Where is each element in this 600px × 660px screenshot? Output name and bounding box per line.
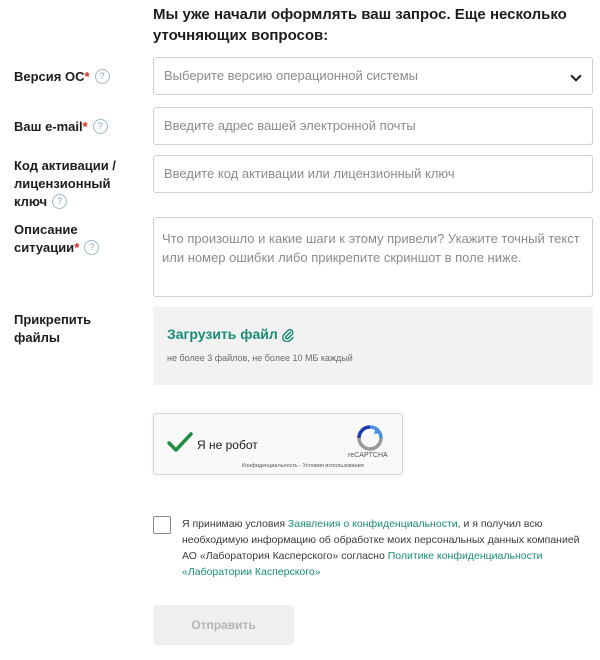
activation-placeholder: Введите код активации или лицензионный ключ xyxy=(164,166,455,181)
recaptcha-separator: - xyxy=(297,463,303,469)
activation-code-field[interactable] xyxy=(153,155,593,193)
help-icon[interactable]: ? xyxy=(93,119,108,134)
recaptcha-brand: reCAPTCHA xyxy=(348,452,388,459)
consent-text-part1: Я принимаю условия xyxy=(182,518,288,530)
os-label-text: Версия ОС xyxy=(14,69,85,84)
checkmark-icon[interactable] xyxy=(167,431,193,453)
activation-label-line1: Код активации / xyxy=(14,158,116,173)
os-label xyxy=(14,68,110,86)
email-placeholder: Введите адрес вашей электронной почты xyxy=(164,118,416,133)
description-label-line1: Описание xyxy=(14,222,78,237)
description-placeholder: Что произошло и какие шаги к этому привели? Укажите точный текст или номер ошибки либо прикрепите скриншот в поле ниже. xyxy=(162,231,580,265)
attach-label xyxy=(14,311,91,347)
activation-label-line3: ключ xyxy=(14,194,48,209)
email-label-text: Ваш e-mail xyxy=(14,119,83,134)
attach-label-line1: Прикрепить xyxy=(14,312,92,327)
recaptcha-links xyxy=(242,463,364,469)
activation-label-line2: лицензионный xyxy=(14,176,111,191)
recaptcha-privacy-link[interactable]: Конфиденциальность xyxy=(242,463,298,469)
attach-label-line2: файлы xyxy=(14,330,60,345)
email-label xyxy=(14,118,108,136)
upload-file-label: Загрузить файл xyxy=(167,326,278,342)
description-label-line2: ситуации xyxy=(14,240,75,255)
required-mark: * xyxy=(74,240,80,255)
privacy-statement-link[interactable]: Заявления о конфиденциальности xyxy=(287,518,458,530)
os-select[interactable] xyxy=(153,57,593,95)
activation-label xyxy=(14,157,116,211)
chevron-down-icon xyxy=(570,70,581,81)
os-select-placeholder: Выберите версию операционной системы xyxy=(164,68,418,83)
paperclip-icon xyxy=(282,328,294,342)
help-icon[interactable]: ? xyxy=(95,69,110,84)
required-mark: * xyxy=(82,119,88,134)
help-icon[interactable]: ? xyxy=(52,194,67,209)
form-heading: Мы уже начали оформлять ваш запрос. Еще несколько уточняющих вопросов: xyxy=(153,6,567,44)
recaptcha-label: Я не робот xyxy=(197,438,258,452)
description-label xyxy=(14,221,99,257)
upload-limits-note: не более 3 файлов, не более 10 МБ каждый xyxy=(167,353,353,363)
consent-checkbox[interactable] xyxy=(153,516,171,534)
consent-text xyxy=(182,516,587,580)
consent-text-part2: , и я получил всю необходимую информацию об обработке моих персональных данных компанией АО «Лаборатория Касперского» согласно xyxy=(182,518,580,562)
upload-area[interactable] xyxy=(153,307,593,385)
submit-button[interactable]: Отправить xyxy=(153,605,294,645)
privacy-policy-link[interactable]: Политике конфиденциальности «Лаборатории Касперского» xyxy=(182,550,543,578)
recaptcha-terms-link[interactable]: Условия использования xyxy=(302,463,364,469)
recaptcha-widget xyxy=(153,413,403,475)
upload-file-link[interactable] xyxy=(167,326,294,342)
email-field[interactable] xyxy=(153,107,593,145)
description-textarea[interactable] xyxy=(153,217,593,297)
help-icon[interactable]: ? xyxy=(84,240,99,255)
recaptcha-logo-icon xyxy=(356,424,384,452)
required-mark: * xyxy=(84,69,90,84)
